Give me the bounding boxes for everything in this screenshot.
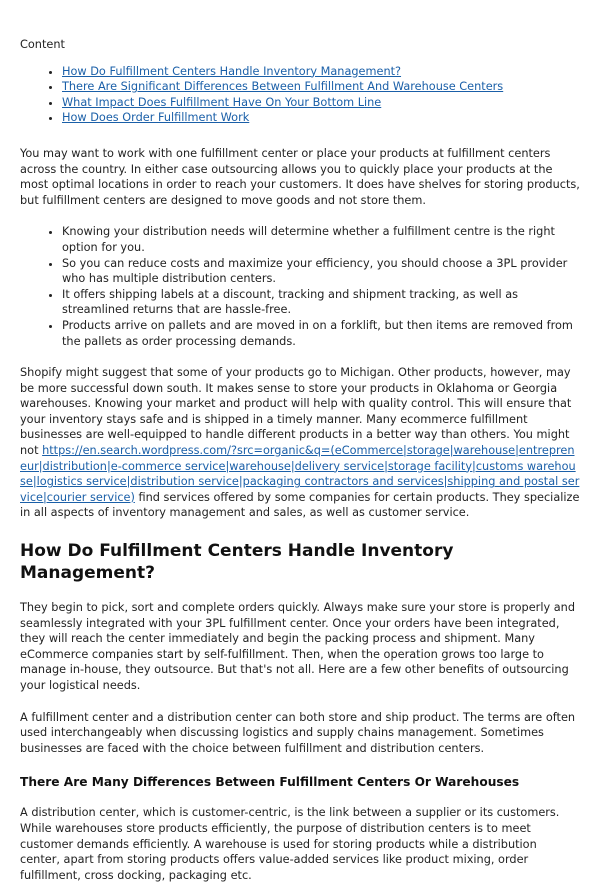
toc-item — [62, 79, 580, 95]
toc-link-order-fulfillment[interactable]: How Does Order Fulfillment Work — [62, 111, 250, 125]
toc-link-differences[interactable]: There Are Significant Differences Between Fulfillment And Warehouse Centers — [62, 80, 504, 94]
toc-title: Content — [20, 38, 65, 51]
search-link[interactable]: https://en.search.wordpress.com/?src=organic&q=(eCommerce|storage|warehouse|entrepreneur|distribution|e-commerce service|warehouse|delivery service|storage facility|customs warehouse|logistics service|distribution service|packaging contractors and services|shipping and postal service|courier service) — [20, 444, 580, 504]
bullet-item: • So you can reduce costs and maximize your efficiency, you should choose a 3PL provider who has multiple distribution centers. — [62, 256, 580, 287]
bullet-item: • Knowing your distribution needs will determine whether a fulfillment centre is the right option for you. — [62, 224, 580, 255]
paragraph-text: Shopify might suggest that some of your products go to Michigan. Other products, however, may be more successful down south. It makes sense to store your products in Oklahoma or Georgia warehouses. Knowing your market and product will help with quality control. This will ensure that your inventory stays safe and is shipped in a timely manner. Many ecommerce fulfillment businesses are well-equipped to handle different products in a better way than others. You might not — [20, 366, 572, 458]
section-paragraph: A fulfillment center and a distribution center can both store and ship product. The terms are often used interchangeably when discussing logistics and supply chains management. Sometimes businesses are faced with the choice between fulfillment and distribution centers. — [20, 710, 576, 755]
table-of-contents — [20, 64, 580, 126]
toc-link-bottom-line[interactable]: What Impact Does Fulfillment Have On Your Bottom Line — [62, 95, 382, 109]
shopify-paragraph — [20, 365, 580, 521]
bullet-item: • It offers shipping labels at a discount, tracking and shipment tracking, as well as streamlined returns that are hassle-free. — [62, 287, 580, 318]
bullet-item: • Products arrive on pallets and are moved in on a forklift, but then items are removed from the pallets as order processing demands. — [62, 318, 580, 349]
bullet-list — [20, 224, 580, 349]
intro-paragraph: You may want to work with one fulfillment center or place your products at fulfillment centers across the country. In either case outsourcing allows you to quickly place your products at the most optimal locations in order to reach your customers. It does have shelves for storing products, but fulfillment centers are designed to move goods and not store them. — [20, 146, 580, 207]
toc-item — [62, 110, 580, 126]
toc-link-inventory-management[interactable]: How Do Fulfillment Centers Handle Inventory Management? — [62, 64, 402, 78]
section-heading-differences: There Are Many Differences Between Fulfillment Centers Or Warehouses — [20, 775, 520, 790]
toc-item — [62, 95, 580, 111]
paragraph-text: find services offered by some companies for certain products. They specialize in all aspects of inventory management and sales, as well as customer service. — [20, 490, 580, 520]
section-paragraph: They begin to pick, sort and complete orders quickly. Always make sure your store is properly and seamlessly integrated with your 3PL fulfillment center. Once your orders have been integrated, they will reach the center immediately and begin the packing process and shipment. Many eCommerce companies start by self-fulfillment. Then, when the operation grows too large to manage in-house, they outsource. But that's not all. Here are a few other benefits of outsourcing your logistical needs. — [20, 601, 575, 692]
toc-item — [62, 64, 580, 80]
section-heading-inventory: How Do Fulfillment Centers Handle Inventory Management? — [20, 541, 454, 584]
section-paragraph: A distribution center, which is customer-centric, is the link between a supplier or its customers. While warehouses store products efficiently, the purpose of distribution centers is to meet customer demands efficiently. A warehouse is used for storing products while a distribution center, apart from storing products offers value-added services like product mixing, order fulfillment, cross docking, packaging etc. — [20, 806, 560, 882]
